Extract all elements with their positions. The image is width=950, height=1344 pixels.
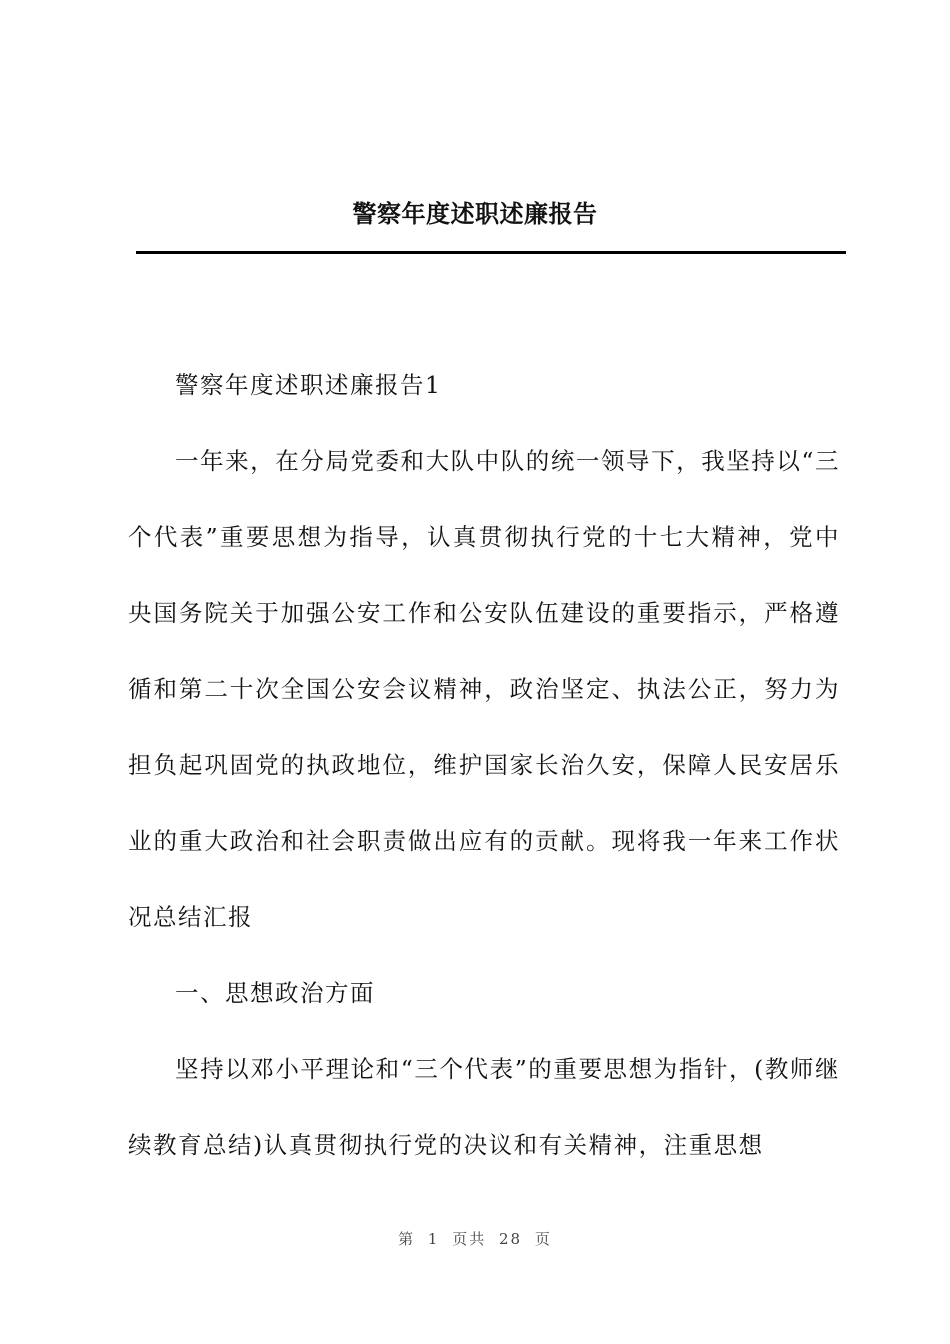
paragraph: 一年来，在分局党委和大队中队的统一领导下，我坚持以“三个代表”重要思想为指导，认真贯彻执行党的十七大精神，党中央国务院关于加强公安工作和公安队伍建设的重要指示，严格遵循和第二十次全国公安会议精神，政治坚定、执法公正，努力为担负起巩固党的执政地位，维护国家长治久安，保障人民安居乐业的重大政治和社会职责做出应有的贡献。现将我一年来工作状况总结汇报	[128, 447, 840, 931]
document-title: 警察年度述职述廉报告	[352, 200, 598, 228]
page-number-footer: 第 1 页共 28 页	[398, 1230, 552, 1248]
title-underline	[136, 251, 846, 254]
paragraph-heading: 警察年度述职述廉报告1	[175, 371, 442, 399]
document-body	[128, 347, 840, 1183]
section-heading: 一、思想政治方面	[175, 979, 375, 1007]
paragraph: 坚持以邓小平理论和“三个代表”的重要思想为指针，(教师继续教育总结)认真贯彻执行党的决议和有关精神，注重思想	[128, 1055, 840, 1159]
